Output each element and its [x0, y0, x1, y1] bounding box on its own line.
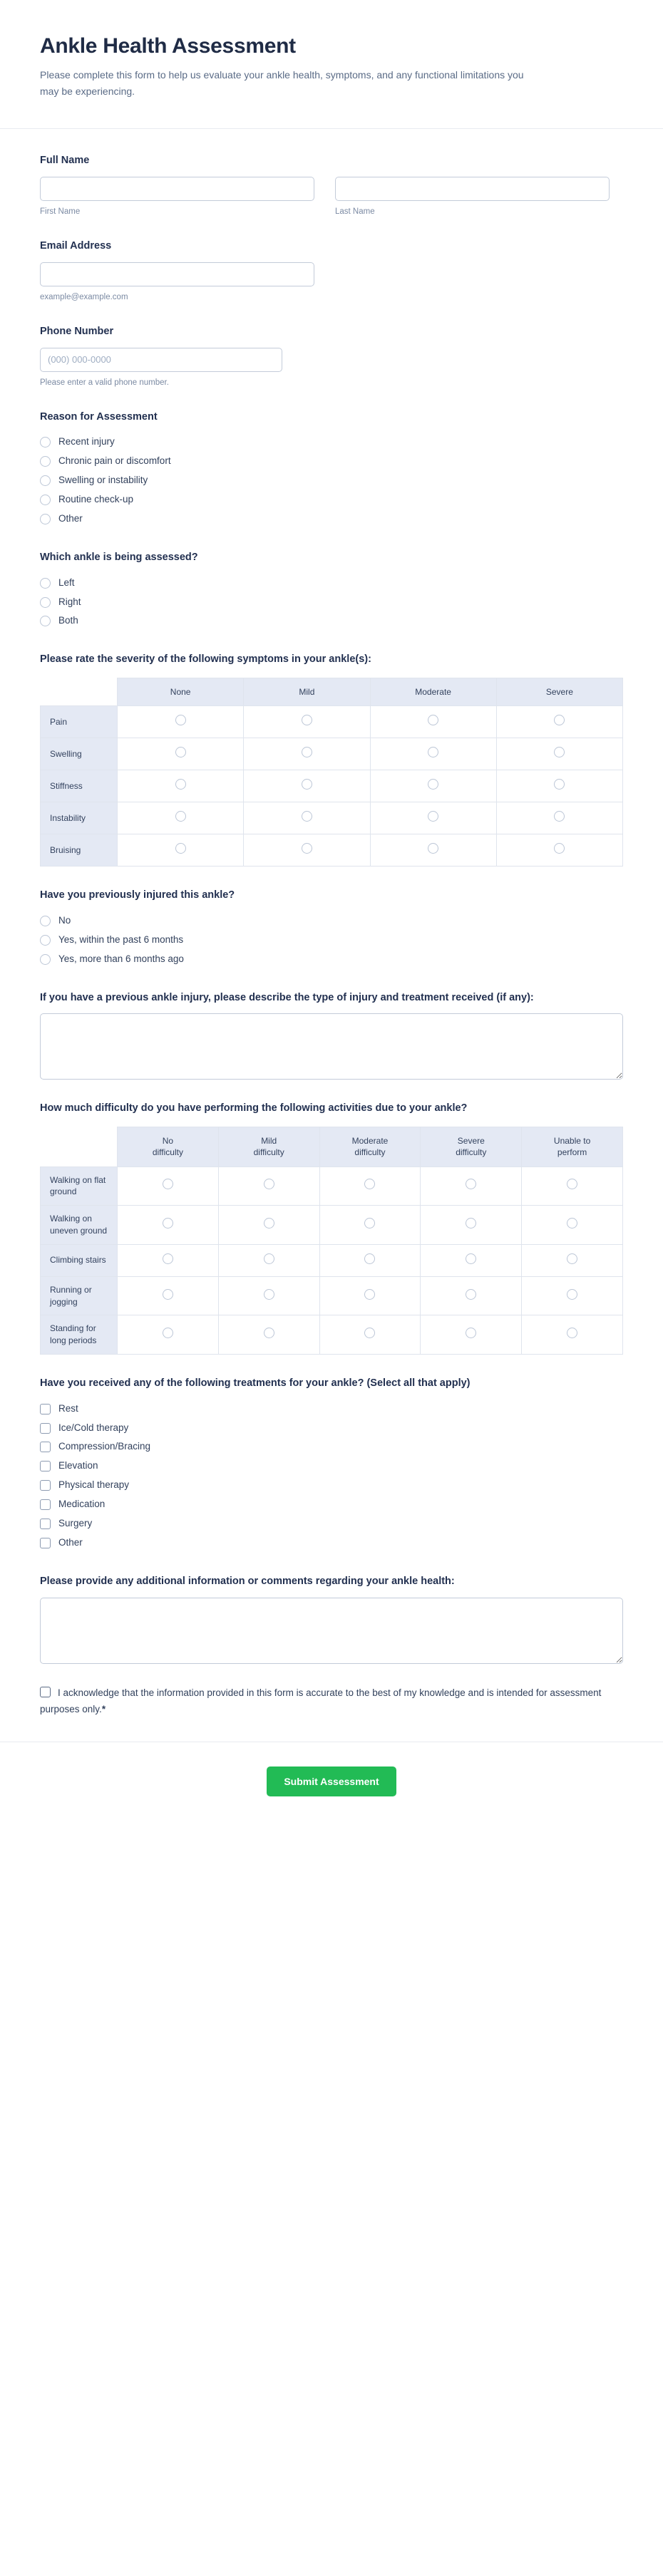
radio-icon[interactable]: [554, 811, 565, 822]
treatment-option[interactable]: [40, 1476, 623, 1495]
radio-icon[interactable]: [567, 1179, 577, 1189]
field-previous-injury: [40, 888, 623, 968]
radio-icon[interactable]: [364, 1218, 375, 1228]
checkbox-icon[interactable]: [40, 1442, 51, 1452]
symptom-matrix-cell[interactable]: [496, 738, 622, 770]
symptom-matrix-column-header: None: [118, 678, 244, 706]
difficulty-matrix-cell[interactable]: [522, 1276, 623, 1315]
radio-icon[interactable]: [175, 843, 186, 854]
radio-icon[interactable]: [40, 495, 51, 505]
which-ankle-options: [40, 574, 623, 631]
difficulty-matrix-cell[interactable]: [218, 1315, 319, 1355]
acknowledgement-checkbox[interactable]: [40, 1687, 51, 1697]
treatments-options: [40, 1400, 623, 1553]
radio-icon[interactable]: [428, 779, 438, 790]
difficulty-matrix-cell[interactable]: [218, 1167, 319, 1206]
radio-icon[interactable]: [466, 1218, 476, 1228]
difficulty-matrix-column-header-line2: difficulty: [456, 1147, 487, 1158]
radio-icon[interactable]: [264, 1328, 274, 1338]
treatment-option[interactable]: [40, 1533, 623, 1553]
radio-icon[interactable]: [364, 1179, 375, 1189]
difficulty-matrix-cell[interactable]: [319, 1315, 421, 1355]
which-ankle-option-label: Left: [58, 576, 75, 588]
symptom-matrix-table: [40, 678, 623, 867]
symptom-matrix-row: [41, 770, 623, 802]
required-asterisk: *: [101, 1703, 106, 1714]
treatment-option[interactable]: [40, 1514, 623, 1533]
reason-option[interactable]: [40, 433, 623, 452]
phone-sublabel: Please enter a valid phone number.: [40, 378, 169, 387]
symptom-matrix-row-label: Swelling: [41, 738, 118, 770]
difficulty-matrix-cell[interactable]: [118, 1167, 219, 1206]
radio-icon[interactable]: [302, 779, 312, 790]
radio-icon[interactable]: [466, 1253, 476, 1264]
radio-icon[interactable]: [175, 779, 186, 790]
difficulty-matrix-row-label: Standing for long periods: [41, 1315, 118, 1355]
first-name-input[interactable]: [40, 177, 314, 201]
difficulty-matrix-cell[interactable]: [421, 1206, 522, 1245]
symptom-matrix-row-label: Pain: [41, 706, 118, 738]
radio-icon[interactable]: [264, 1179, 274, 1189]
difficulty-matrix-cell[interactable]: [421, 1167, 522, 1206]
field-treatments: [40, 1376, 623, 1553]
injury-description-textarea[interactable]: [40, 1013, 623, 1080]
treatment-option[interactable]: [40, 1495, 623, 1514]
first-name-group: [40, 177, 314, 217]
radio-icon[interactable]: [466, 1179, 476, 1189]
symptom-matrix-corner-cell: [41, 678, 118, 706]
difficulty-matrix-wrap: [40, 1127, 623, 1355]
page-subtitle: Please complete this form to help us evaluate your ankle health, symptoms, and any functional limitations you may be experiencing.: [40, 69, 524, 98]
email-input[interactable]: [40, 262, 314, 286]
radio-icon[interactable]: [302, 843, 312, 854]
difficulty-matrix-row-label: Walking on uneven ground: [41, 1206, 118, 1245]
field-reason: [40, 410, 623, 529]
additional-comments-label: Please provide any additional information or comments regarding your ankle health:: [40, 1575, 455, 1587]
which-ankle-option-label: Both: [58, 615, 78, 626]
difficulty-matrix-cell[interactable]: [319, 1244, 421, 1276]
previous-injury-options: [40, 911, 623, 969]
difficulty-matrix-cell[interactable]: [118, 1276, 219, 1315]
radio-icon[interactable]: [466, 1328, 476, 1338]
radio-icon[interactable]: [554, 779, 565, 790]
difficulty-matrix-column-header-line2: difficulty: [354, 1147, 386, 1158]
last-name-group: [335, 177, 610, 217]
symptom-matrix-row: [41, 834, 623, 867]
field-which-ankle: [40, 550, 623, 631]
difficulty-matrix-cell[interactable]: [319, 1206, 421, 1245]
difficulty-matrix-cell[interactable]: [421, 1244, 522, 1276]
treatment-option-label: Rest: [58, 1402, 78, 1414]
reason-option-label: Other: [58, 513, 83, 524]
field-injury-description: [40, 990, 623, 1080]
symptom-matrix-cell[interactable]: [370, 802, 496, 834]
radio-icon[interactable]: [264, 1253, 274, 1264]
symptom-matrix-cell[interactable]: [496, 706, 622, 738]
difficulty-matrix-column-header-line2: difficulty: [152, 1147, 183, 1158]
difficulty-matrix-cell[interactable]: [522, 1244, 623, 1276]
difficulty-matrix-label: How much difficulty do you have performing the following activities due to your ankle?: [40, 1102, 468, 1114]
radio-icon[interactable]: [40, 616, 51, 626]
which-ankle-option[interactable]: [40, 593, 623, 612]
symptom-matrix-cell[interactable]: [244, 834, 370, 867]
symptom-matrix-cell[interactable]: [244, 706, 370, 738]
symptom-matrix-column-header: Severe: [496, 678, 622, 706]
symptom-matrix-cell[interactable]: [118, 706, 244, 738]
treatment-option-label: Other: [58, 1536, 83, 1548]
radio-icon[interactable]: [466, 1289, 476, 1300]
previous-injury-option[interactable]: [40, 911, 623, 931]
radio-icon[interactable]: [302, 747, 312, 757]
reason-options: [40, 433, 623, 528]
symptom-matrix-cell[interactable]: [370, 770, 496, 802]
difficulty-matrix-column-header-line1: Mild: [261, 1136, 277, 1147]
last-name-sublabel: Last Name: [335, 207, 375, 216]
field-difficulty-matrix: [40, 1101, 623, 1355]
difficulty-matrix-cell[interactable]: [319, 1276, 421, 1315]
radio-icon[interactable]: [163, 1289, 173, 1300]
treatments-label: Have you received any of the following treatments for your ankle? (Select all that apply): [40, 1377, 471, 1389]
symptom-matrix-column-header: Mild: [244, 678, 370, 706]
difficulty-matrix-corner-cell: [41, 1127, 118, 1167]
radio-icon[interactable]: [567, 1253, 577, 1264]
acknowledgement-text: I acknowledge that the information provided in this form is accurate to the best of my knowledge and is intended for assessment purposes only.: [40, 1687, 602, 1714]
reason-option-label: Recent injury: [58, 436, 115, 448]
radio-icon[interactable]: [567, 1328, 577, 1338]
phone-label: Phone Number: [40, 325, 114, 337]
radio-icon[interactable]: [554, 843, 565, 854]
symptom-matrix-cell[interactable]: [118, 834, 244, 867]
radio-icon[interactable]: [163, 1253, 173, 1264]
difficulty-matrix-table: [40, 1127, 623, 1355]
difficulty-matrix-cell[interactable]: [421, 1276, 522, 1315]
radio-icon[interactable]: [428, 843, 438, 854]
symptom-matrix-row-label: Stiffness: [41, 770, 118, 802]
radio-icon[interactable]: [302, 811, 312, 822]
symptom-matrix-cell[interactable]: [244, 738, 370, 770]
radio-icon[interactable]: [40, 935, 51, 946]
difficulty-matrix-row: [41, 1276, 623, 1315]
radio-icon[interactable]: [428, 811, 438, 822]
name-row: [40, 177, 623, 217]
checkbox-icon[interactable]: [40, 1461, 51, 1471]
treatment-option-label: Surgery: [58, 1518, 93, 1529]
radio-icon[interactable]: [364, 1328, 375, 1338]
checkbox-icon[interactable]: [40, 1519, 51, 1529]
radio-icon[interactable]: [567, 1218, 577, 1228]
radio-icon[interactable]: [40, 456, 51, 467]
symptom-matrix-row: [41, 706, 623, 738]
checkbox-icon[interactable]: [40, 1499, 51, 1510]
reason-option[interactable]: [40, 471, 623, 490]
radio-icon[interactable]: [264, 1289, 274, 1300]
previous-injury-option-label: Yes, more than 6 months ago: [58, 953, 184, 964]
previous-injury-label: Have you previously injured this ankle?: [40, 889, 235, 901]
field-full-name: [40, 153, 623, 217]
difficulty-matrix-row: [41, 1315, 623, 1355]
symptom-matrix-cell[interactable]: [370, 706, 496, 738]
radio-icon[interactable]: [40, 954, 51, 965]
radio-icon[interactable]: [40, 578, 51, 589]
reason-option-label: Swelling or instability: [58, 475, 148, 486]
form-header: [0, 0, 663, 129]
radio-icon[interactable]: [40, 475, 51, 486]
first-name-sublabel: First Name: [40, 207, 81, 216]
symptom-matrix-cell[interactable]: [118, 738, 244, 770]
form-footer: [0, 1742, 663, 1826]
difficulty-matrix-cell[interactable]: [522, 1167, 623, 1206]
difficulty-matrix-cell[interactable]: [118, 1206, 219, 1245]
difficulty-matrix-column-header-line1: Moderate: [351, 1136, 389, 1147]
symptom-matrix-column-header: Moderate: [370, 678, 496, 706]
field-email: [40, 239, 623, 303]
difficulty-matrix-cell[interactable]: [421, 1315, 522, 1355]
submit-assessment-button[interactable]: Submit Assessment: [267, 1767, 396, 1796]
radio-icon[interactable]: [364, 1253, 375, 1264]
difficulty-matrix-cell[interactable]: [118, 1244, 219, 1276]
difficulty-matrix-column-header-line1: Unable to: [553, 1136, 591, 1147]
difficulty-matrix-column-header: [319, 1127, 421, 1167]
symptom-matrix-cell[interactable]: [370, 834, 496, 867]
radio-icon[interactable]: [567, 1289, 577, 1300]
difficulty-matrix-row: [41, 1167, 623, 1206]
last-name-input[interactable]: [335, 177, 610, 201]
previous-injury-option-label: Yes, within the past 6 months: [58, 933, 184, 945]
difficulty-matrix-column-header: [118, 1127, 219, 1167]
reason-option[interactable]: [40, 490, 623, 509]
symptom-matrix-cell[interactable]: [244, 802, 370, 834]
symptom-matrix-cell[interactable]: [496, 802, 622, 834]
field-symptom-matrix: [40, 652, 623, 867]
email-sublabel: example@example.com: [40, 292, 128, 301]
difficulty-matrix-cell[interactable]: [319, 1167, 421, 1206]
reason-option[interactable]: [40, 509, 623, 529]
radio-icon[interactable]: [554, 715, 565, 725]
difficulty-matrix-cell[interactable]: [218, 1244, 319, 1276]
symptom-matrix-cell[interactable]: [496, 770, 622, 802]
reason-label: Reason for Assessment: [40, 410, 158, 423]
radio-icon[interactable]: [302, 715, 312, 725]
checkbox-icon[interactable]: [40, 1423, 51, 1434]
radio-icon[interactable]: [175, 747, 186, 757]
difficulty-matrix-cell[interactable]: [218, 1276, 319, 1315]
previous-injury-option[interactable]: [40, 950, 623, 969]
difficulty-matrix-row-label: Climbing stairs: [41, 1244, 118, 1276]
treatment-option[interactable]: [40, 1400, 623, 1419]
previous-injury-option[interactable]: [40, 931, 623, 950]
treatment-option[interactable]: [40, 1457, 623, 1476]
which-ankle-label: Which ankle is being assessed?: [40, 551, 198, 563]
difficulty-matrix-column-header: [421, 1127, 522, 1167]
radio-icon[interactable]: [175, 811, 186, 822]
radio-icon[interactable]: [175, 715, 186, 725]
acknowledgement-row[interactable]: [40, 1685, 623, 1718]
radio-icon[interactable]: [40, 437, 51, 448]
difficulty-matrix-column-header-line1: Severe: [457, 1136, 485, 1147]
symptom-matrix-row: [41, 738, 623, 770]
symptom-matrix-row-label: Bruising: [41, 834, 118, 867]
symptom-matrix-cell[interactable]: [118, 802, 244, 834]
difficulty-matrix-column-header-line2: perform: [557, 1147, 587, 1158]
difficulty-matrix-cell[interactable]: [522, 1315, 623, 1355]
difficulty-matrix-column-header: [522, 1127, 623, 1167]
difficulty-matrix-row-label: Walking on flat ground: [41, 1167, 118, 1206]
treatment-option-label: Medication: [58, 1499, 106, 1510]
checkbox-icon[interactable]: [40, 1404, 51, 1414]
difficulty-matrix-row: [41, 1244, 623, 1276]
field-acknowledgement: [40, 1685, 623, 1718]
checkbox-icon[interactable]: [40, 1480, 51, 1491]
email-label: Email Address: [40, 240, 112, 252]
additional-comments-textarea[interactable]: [40, 1598, 623, 1664]
field-phone: [40, 324, 623, 388]
checkbox-icon[interactable]: [40, 1538, 51, 1548]
radio-icon[interactable]: [554, 747, 565, 757]
symptom-matrix-cell[interactable]: [370, 738, 496, 770]
radio-icon[interactable]: [40, 514, 51, 524]
radio-icon[interactable]: [364, 1289, 375, 1300]
reason-option-label: Routine check-up: [58, 494, 134, 505]
injury-description-label: If you have a previous ankle injury, please describe the type of injury and treatment received (if any):: [40, 991, 534, 1003]
difficulty-matrix-cell[interactable]: [218, 1206, 319, 1245]
difficulty-matrix-row: [41, 1206, 623, 1245]
difficulty-matrix-column-header-line1: No: [162, 1136, 174, 1147]
radio-icon[interactable]: [163, 1179, 173, 1189]
symptom-matrix-wrap: [40, 678, 623, 867]
page-title: Ankle Health Assessment: [40, 34, 296, 58]
phone-input[interactable]: [40, 348, 282, 372]
difficulty-matrix-cell[interactable]: [118, 1315, 219, 1355]
form-body: [0, 129, 663, 1717]
symptom-matrix-row-label: Instability: [41, 802, 118, 834]
symptom-matrix-cell[interactable]: [496, 834, 622, 867]
symptom-matrix-label: Please rate the severity of the following symptoms in your ankle(s):: [40, 653, 371, 666]
reason-option-label: Chronic pain or discomfort: [58, 455, 171, 467]
symptom-matrix-cell[interactable]: [244, 770, 370, 802]
radio-icon[interactable]: [428, 747, 438, 757]
symptom-matrix-cell[interactable]: [118, 770, 244, 802]
difficulty-matrix-column-header: [218, 1127, 319, 1167]
field-additional-comments: [40, 1574, 623, 1664]
radio-icon[interactable]: [264, 1218, 274, 1228]
treatment-option-label: Ice/Cold therapy: [58, 1422, 129, 1433]
radio-icon[interactable]: [40, 597, 51, 608]
treatment-option[interactable]: [40, 1437, 623, 1457]
radio-icon[interactable]: [428, 715, 438, 725]
treatment-option-label: Compression/Bracing: [58, 1441, 151, 1452]
radio-icon[interactable]: [163, 1328, 173, 1338]
treatment-option-label: Elevation: [58, 1460, 98, 1471]
treatment-option-label: Physical therapy: [58, 1479, 130, 1491]
difficulty-matrix-column-header-line2: difficulty: [253, 1147, 284, 1158]
which-ankle-option[interactable]: [40, 574, 623, 593]
difficulty-matrix-cell[interactable]: [522, 1206, 623, 1245]
symptom-matrix-row: [41, 802, 623, 834]
difficulty-matrix-row-label: Running or jogging: [41, 1276, 118, 1315]
reason-option[interactable]: [40, 452, 623, 471]
radio-icon[interactable]: [40, 916, 51, 926]
full-name-label: Full Name: [40, 155, 90, 167]
radio-icon[interactable]: [163, 1218, 173, 1228]
treatment-option[interactable]: [40, 1419, 623, 1438]
previous-injury-option-label: No: [58, 915, 71, 926]
which-ankle-option-label: Right: [58, 596, 81, 607]
which-ankle-option[interactable]: [40, 611, 623, 631]
